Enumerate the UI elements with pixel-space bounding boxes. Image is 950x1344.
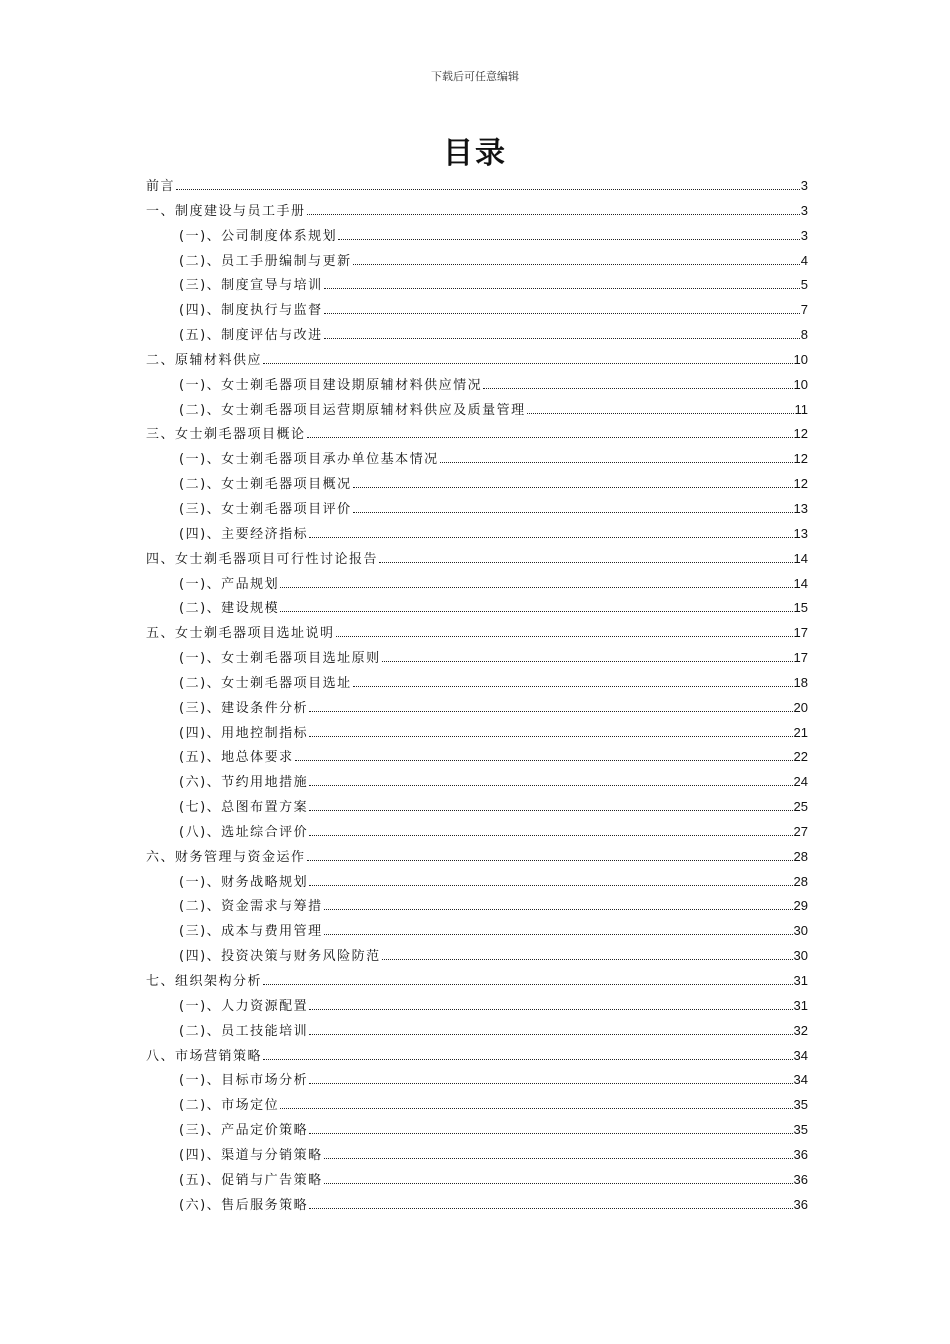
toc-entry-page-number: 13 bbox=[793, 525, 808, 541]
toc-entry-label: (二)、女士剃毛器项目运营期原辅材料供应及质量管理 bbox=[179, 402, 526, 418]
toc-entry[interactable] bbox=[146, 522, 808, 547]
toc-entry[interactable] bbox=[146, 1193, 808, 1218]
dot-leader bbox=[324, 276, 800, 289]
toc-entry-page-number: 20 bbox=[793, 699, 808, 715]
toc-entry-page-number: 34 bbox=[793, 1047, 808, 1063]
dot-leader bbox=[309, 1022, 792, 1035]
toc-entry[interactable] bbox=[146, 621, 808, 646]
toc-entry[interactable] bbox=[146, 646, 808, 671]
dot-leader bbox=[309, 873, 792, 886]
toc-entry[interactable] bbox=[146, 472, 808, 497]
toc-entry[interactable] bbox=[146, 447, 808, 472]
dot-leader bbox=[280, 599, 792, 612]
toc-entry[interactable] bbox=[146, 894, 808, 919]
toc-entry-page-number: 30 bbox=[793, 923, 808, 939]
toc-entry-label: 四、女士剃毛器项目可行性讨论报告 bbox=[146, 551, 379, 567]
toc-entry[interactable] bbox=[146, 547, 808, 572]
toc-entry-page-number: 13 bbox=[793, 500, 808, 516]
toc-entry-label: (二)、女士剃毛器项目概况 bbox=[179, 477, 352, 493]
toc-entry-page-number: 4 bbox=[800, 252, 808, 268]
toc-entry[interactable] bbox=[146, 944, 808, 969]
toc-entry-label: (二)、市场定位 bbox=[179, 1098, 280, 1114]
toc-entry-page-number: 7 bbox=[800, 302, 808, 318]
toc-entry[interactable] bbox=[146, 199, 808, 224]
toc-entry-page-number: 12 bbox=[793, 426, 808, 442]
toc-entry-label: (二)、资金需求与筹措 bbox=[179, 899, 323, 915]
toc-entry-label: 二、原辅材料供应 bbox=[146, 352, 263, 368]
dot-leader bbox=[176, 177, 800, 190]
toc-entry-label: (四)、投资决策与财务风险防范 bbox=[179, 949, 381, 965]
dot-leader bbox=[309, 823, 792, 836]
toc-entry[interactable] bbox=[146, 323, 808, 348]
toc-entry-page-number: 10 bbox=[793, 351, 808, 367]
dot-leader bbox=[324, 326, 800, 339]
toc-entry-page-number: 31 bbox=[793, 997, 808, 1013]
toc-entry-label: (三)、产品定价策略 bbox=[179, 1123, 309, 1139]
toc-entry-page-number: 5 bbox=[800, 277, 808, 293]
toc-entry[interactable] bbox=[146, 497, 808, 522]
toc-entry[interactable] bbox=[146, 745, 808, 770]
toc-entry-label: 一、制度建设与员工手册 bbox=[146, 203, 306, 219]
toc-entry-label: (二)、建设规模 bbox=[179, 601, 280, 617]
toc-entry[interactable] bbox=[146, 348, 808, 373]
toc-entry-page-number: 36 bbox=[793, 1196, 808, 1212]
toc-entry[interactable] bbox=[146, 249, 808, 274]
toc-entry-label: 前言 bbox=[146, 179, 176, 194]
toc-entry-page-number: 21 bbox=[793, 724, 808, 740]
toc-entry-page-number: 36 bbox=[793, 1171, 808, 1187]
toc-entry-page-number: 27 bbox=[793, 823, 808, 839]
dot-leader bbox=[353, 500, 793, 513]
dot-leader bbox=[309, 773, 792, 786]
toc-entry-label: (一)、人力资源配置 bbox=[179, 998, 309, 1014]
dot-leader bbox=[324, 922, 793, 935]
toc-entry-label: (三)、成本与费用管理 bbox=[179, 924, 323, 940]
toc-entry[interactable] bbox=[146, 373, 808, 398]
dot-leader bbox=[263, 351, 793, 364]
toc-entry[interactable] bbox=[146, 1044, 808, 1069]
toc-entry-label: (五)、地总体要求 bbox=[179, 750, 294, 766]
toc-entry-label: (三)、建设条件分析 bbox=[179, 700, 309, 716]
toc-entry-label: (五)、促销与广告策略 bbox=[179, 1172, 323, 1188]
dot-leader bbox=[309, 1196, 792, 1209]
toc-entry-page-number: 14 bbox=[793, 550, 808, 566]
toc-entry-label: 八、市场营销策略 bbox=[146, 1048, 263, 1064]
toc-entry-label: (四)、用地控制指标 bbox=[179, 725, 309, 741]
toc-entry[interactable] bbox=[146, 1118, 808, 1143]
toc-entry-label: (七)、总图布置方案 bbox=[179, 800, 309, 816]
toc-entry[interactable] bbox=[146, 969, 808, 994]
toc-entry-label: (三)、制度宣导与培训 bbox=[179, 278, 323, 294]
toc-entry[interactable] bbox=[146, 398, 808, 423]
dot-leader bbox=[379, 550, 793, 563]
dot-leader bbox=[307, 202, 800, 215]
dot-leader bbox=[307, 848, 793, 861]
toc-entry-label: (四)、制度执行与监督 bbox=[179, 303, 323, 319]
dot-leader bbox=[336, 624, 793, 637]
toc-entry-label: 三、女士剃毛器项目概论 bbox=[146, 427, 306, 443]
toc-entry-page-number: 17 bbox=[793, 650, 808, 666]
dot-leader bbox=[309, 798, 792, 811]
toc-entry-page-number: 3 bbox=[800, 227, 808, 243]
toc-entry-page-number: 18 bbox=[793, 674, 808, 690]
toc-entry-label: (二)、员工技能培训 bbox=[179, 1023, 309, 1039]
dot-leader bbox=[382, 947, 793, 960]
toc-entry[interactable] bbox=[146, 596, 808, 621]
toc-entry-label: (八)、选址综合评价 bbox=[179, 824, 309, 840]
toc-entry-label: (一)、女士剃毛器项目选址原则 bbox=[179, 651, 381, 667]
toc-entry-page-number: 8 bbox=[800, 327, 808, 343]
dot-leader bbox=[309, 724, 792, 737]
header-note: 下载后可任意编辑 bbox=[431, 70, 519, 83]
dot-leader bbox=[280, 575, 792, 588]
toc-entry[interactable] bbox=[146, 273, 808, 298]
toc-entry-label: (四)、主要经济指标 bbox=[179, 526, 309, 542]
toc-entry-page-number: 32 bbox=[793, 1022, 808, 1038]
dot-leader bbox=[353, 252, 800, 265]
toc-entry-label: (一)、女士剃毛器项目建设期原辅材料供应情况 bbox=[179, 377, 483, 393]
dot-leader bbox=[263, 1047, 793, 1060]
toc-entry-label: (一)、财务战略规划 bbox=[179, 874, 309, 890]
toc-entry-page-number: 35 bbox=[793, 1122, 808, 1138]
toc-entry-page-number: 22 bbox=[793, 749, 808, 765]
toc-entry-page-number: 15 bbox=[793, 600, 808, 616]
dot-leader bbox=[324, 301, 800, 314]
toc-entry[interactable] bbox=[146, 820, 808, 845]
toc-entry-label: 五、女士剃毛器项目选址说明 bbox=[146, 626, 335, 642]
dot-leader bbox=[353, 475, 793, 488]
toc-entry[interactable] bbox=[146, 721, 808, 746]
toc-entry[interactable] bbox=[146, 845, 808, 870]
table-of-contents bbox=[146, 174, 808, 1217]
toc-entry-page-number: 28 bbox=[793, 848, 808, 864]
toc-entry[interactable] bbox=[146, 1168, 808, 1193]
toc-entry-page-number: 34 bbox=[793, 1072, 808, 1088]
dot-leader bbox=[324, 897, 793, 910]
toc-entry[interactable] bbox=[146, 572, 808, 597]
toc-entry-page-number: 17 bbox=[793, 625, 808, 641]
dot-leader bbox=[483, 376, 792, 389]
dot-leader bbox=[307, 425, 793, 438]
toc-entry-page-number: 3 bbox=[800, 202, 808, 218]
dot-leader bbox=[338, 227, 800, 240]
toc-entry-label: (一)、产品规划 bbox=[179, 576, 280, 592]
dot-leader bbox=[309, 997, 792, 1010]
toc-entry[interactable] bbox=[146, 422, 808, 447]
toc-entry-page-number: 36 bbox=[793, 1146, 808, 1162]
toc-entry[interactable] bbox=[146, 795, 808, 820]
toc-entry[interactable] bbox=[146, 1143, 808, 1168]
dot-leader bbox=[527, 401, 794, 414]
toc-entry-page-number: 14 bbox=[793, 575, 808, 591]
toc-entry-label: (五)、制度评估与改进 bbox=[179, 328, 323, 344]
toc-entry-page-number: 25 bbox=[793, 799, 808, 815]
toc-entry[interactable] bbox=[146, 174, 808, 199]
toc-entry-label: 六、财务管理与资金运作 bbox=[146, 849, 306, 865]
toc-entry[interactable] bbox=[146, 696, 808, 721]
dot-leader bbox=[309, 1121, 792, 1134]
toc-entry[interactable] bbox=[146, 994, 808, 1019]
toc-entry-label: (六)、售后服务策略 bbox=[179, 1197, 309, 1213]
toc-entry-page-number: 12 bbox=[793, 476, 808, 492]
toc-entry[interactable] bbox=[146, 770, 808, 795]
toc-entry-page-number: 31 bbox=[793, 973, 808, 988]
dot-leader bbox=[440, 450, 793, 463]
dot-leader bbox=[263, 972, 793, 985]
dot-leader bbox=[295, 748, 793, 761]
toc-entry[interactable] bbox=[146, 671, 808, 696]
toc-entry-page-number: 29 bbox=[793, 898, 808, 914]
toc-entry[interactable] bbox=[146, 870, 808, 895]
toc-entry-page-number: 30 bbox=[793, 948, 808, 964]
toc-entry[interactable] bbox=[146, 1093, 808, 1118]
dot-leader bbox=[309, 525, 792, 538]
toc-entry-label: (二)、员工手册编制与更新 bbox=[179, 253, 352, 269]
toc-entry[interactable] bbox=[146, 919, 808, 944]
toc-entry-label: (二)、女士剃毛器项目选址 bbox=[179, 675, 352, 691]
toc-entry-label: 七、组织架构分析 bbox=[146, 974, 263, 989]
toc-entry-page-number: 24 bbox=[793, 774, 808, 790]
toc-entry-page-number: 28 bbox=[793, 873, 808, 889]
toc-entry-page-number: 35 bbox=[793, 1097, 808, 1113]
dot-leader bbox=[309, 699, 792, 712]
toc-entry-page-number: 3 bbox=[800, 178, 808, 193]
dot-leader bbox=[324, 1171, 793, 1184]
toc-entry-label: (一)、目标市场分析 bbox=[179, 1073, 309, 1089]
dot-leader bbox=[309, 1071, 792, 1084]
toc-entry[interactable] bbox=[146, 1068, 808, 1093]
toc-entry[interactable] bbox=[146, 224, 808, 249]
dot-leader bbox=[382, 649, 793, 662]
toc-entry-page-number: 11 bbox=[794, 401, 808, 417]
dot-leader bbox=[353, 674, 793, 687]
toc-entry-label: (一)、女士剃毛器项目承办单位基本情况 bbox=[179, 452, 439, 468]
toc-entry-label: (三)、女士剃毛器项目评价 bbox=[179, 501, 352, 517]
dot-leader bbox=[280, 1096, 792, 1109]
toc-entry-page-number: 10 bbox=[793, 376, 808, 392]
toc-entry-page-number: 12 bbox=[793, 451, 808, 467]
toc-entry-label: (一)、公司制度体系规划 bbox=[179, 228, 338, 244]
toc-entry[interactable] bbox=[146, 1019, 808, 1044]
dot-leader bbox=[324, 1146, 793, 1159]
toc-entry-label: (四)、渠道与分销策略 bbox=[179, 1147, 323, 1163]
toc-title: 目录 bbox=[443, 136, 507, 171]
toc-entry-label: (六)、节约用地措施 bbox=[179, 775, 309, 791]
toc-entry[interactable] bbox=[146, 298, 808, 323]
